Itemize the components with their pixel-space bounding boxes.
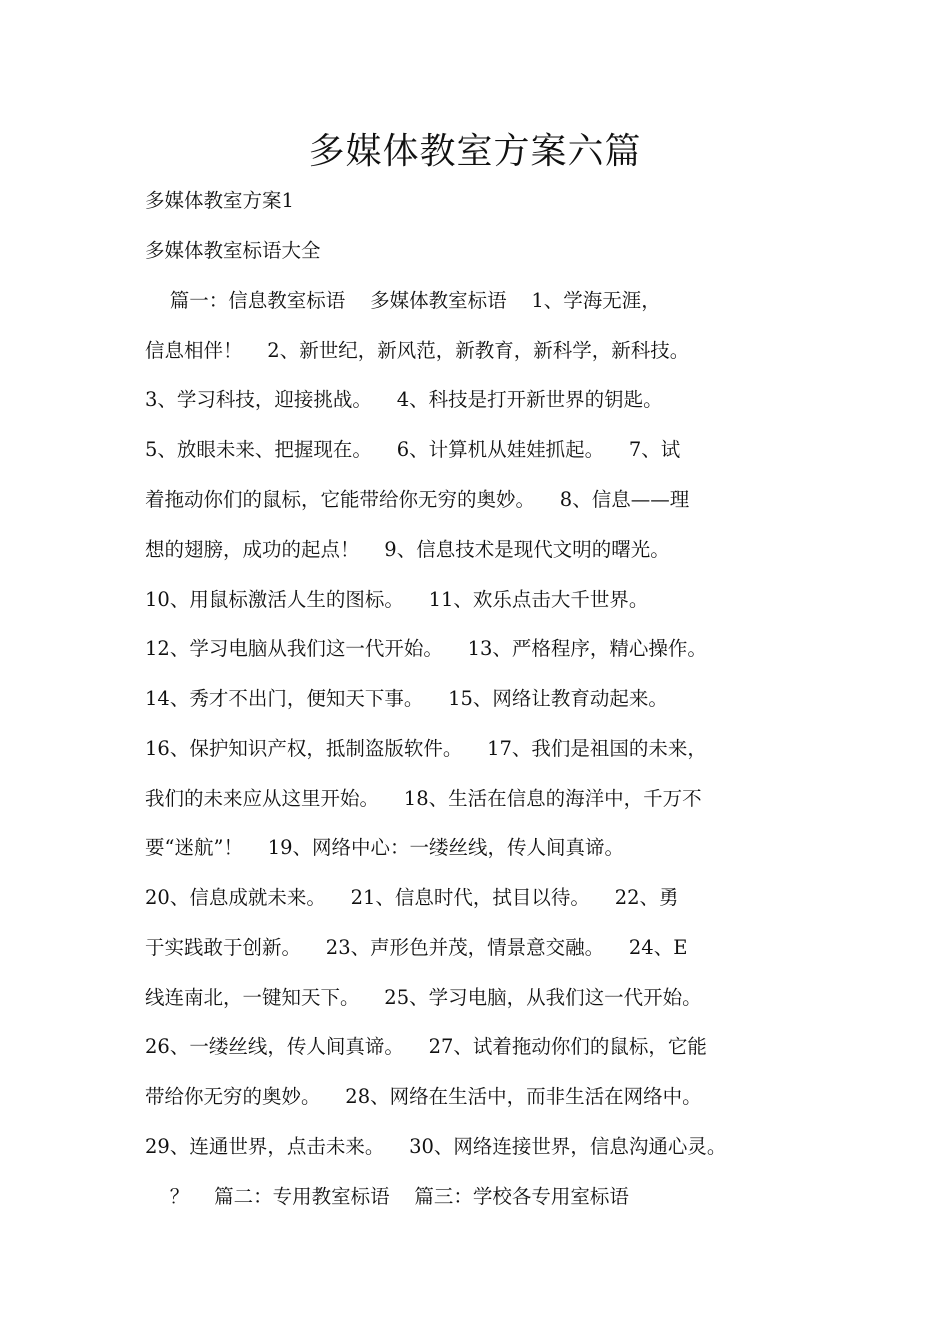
body-line: 3、学习科技，迎接挑战。 4、科技是打开新世界的钥匙。: [145, 388, 663, 411]
body-line: 29、连通世界，点击未来。 30、网络连接世界，信息沟通心灵。: [145, 1135, 727, 1158]
body-line: 我们的未来应从这里开始。 18、生活在信息的海洋中，千万不: [145, 787, 702, 810]
body-line: 20、信息成就未来。 21、信息时代，拭目以待。 22、勇: [145, 886, 679, 909]
section-heading: 多媒体教室方案1: [145, 189, 294, 212]
body-line: 线连南北，一键知天下。 25、学习电脑，从我们这一代开始。: [145, 986, 702, 1009]
body-line: 14、秀才不出门，便知天下事。 15、网络让教育动起来。: [145, 687, 668, 710]
body-line: 于实践敢于创新。 23、声形色并茂，情景意交融。 24、E: [145, 936, 688, 959]
body-line: 5、放眼未来、把握现在。 6、计算机从娃娃抓起。 7、试: [145, 438, 681, 461]
body-line: 12、学习电脑从我们这一代开始。 13、严格程序，精心操作。: [145, 637, 707, 660]
document-title: 多媒体教室方案六篇: [308, 131, 642, 172]
body-line: 想的翅膀，成功的起点！ 9、信息技术是现代文明的曙光。: [145, 538, 670, 561]
body-line: ？ 篇二：专用教室标语 篇三：学校各专用室标语: [145, 1185, 629, 1208]
body-line: 26、一缕丝线，传人间真谛。 27、试着拖动你们的鼠标，它能: [145, 1035, 707, 1058]
body-line: 篇一：信息教室标语 多媒体教室标语 1、学海无涯，: [145, 289, 661, 312]
body-line: 带给你无穷的奥妙。 28、网络在生活中，而非生活在网络中。: [145, 1085, 702, 1108]
body-line: 着拖动你们的鼠标，它能带给你无穷的奥妙。 8、信息——理: [145, 488, 690, 511]
body-line: 要“迷航”！ 19、网络中心：一缕丝线，传人间真谛。: [145, 836, 625, 859]
body-line: 10、用鼠标激活人生的图标。 11、欢乐点击大千世界。: [145, 588, 649, 611]
body-line: 信息相伴！ 2、新世纪，新风范，新教育，新科学，新科技。: [145, 339, 690, 362]
subsection-heading: 多媒体教室标语大全: [145, 239, 321, 262]
body-line: 16、保护知识产权，抵制盗版软件。 17、我们是祖国的未来，: [145, 737, 707, 760]
